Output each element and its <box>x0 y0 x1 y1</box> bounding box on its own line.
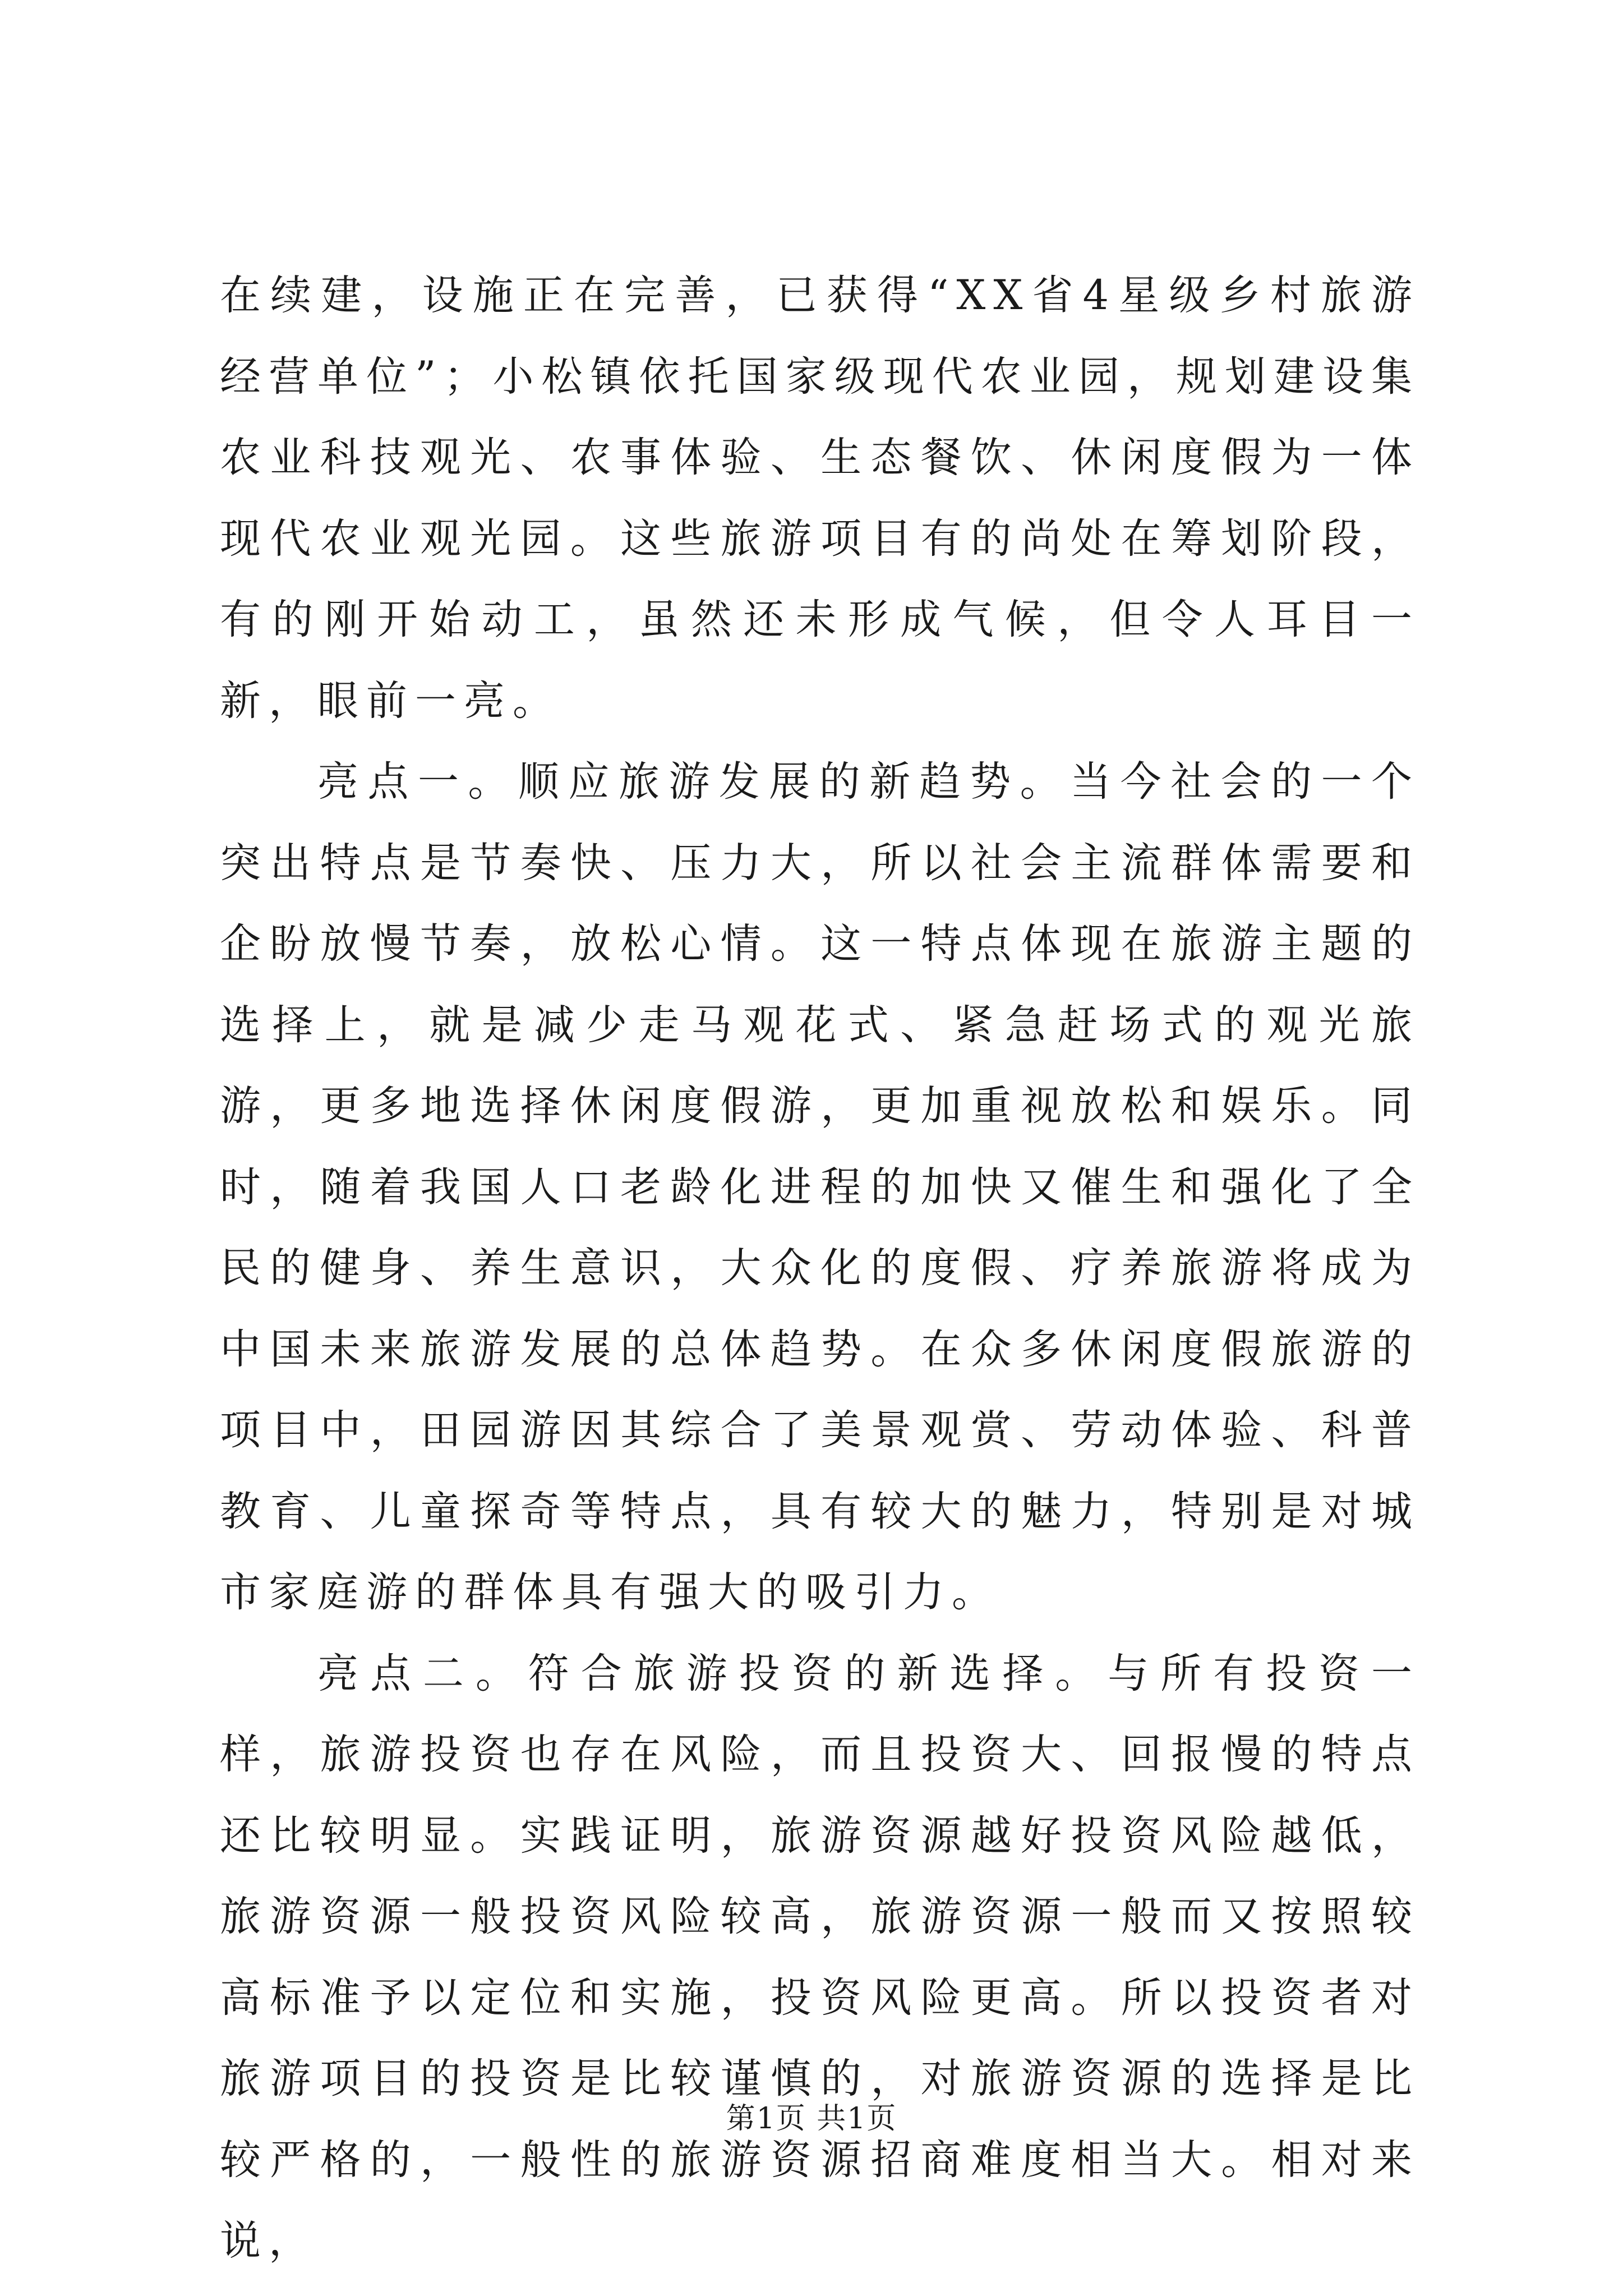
page-footer: 第1页 共1页 <box>726 2102 897 2136</box>
document-body <box>220 255 1420 2282</box>
paragraph-highlight-two: 亮点二。符合旅游投资的新选择。与所有投资一样，旅游投资也存在风险，而且投资大、回报慢的特点还比较明显。实践证明，旅游资源越好投资风险越低，旅游资源一般投资风险较高，旅游资源一般而又按照较高标准予以定位和实施，投资风险更高。所以投资者对旅游项目的投资是比较谨慎的，对旅游资源的选择是比较严格的，一般性的旅游资源招商难度相当大。相对来说， <box>220 1649 1420 2265</box>
paragraph-highlight-one: 亮点一。顺应旅游发展的新趋势。当今社会的一个突出特点是节奏快、压力大，所以社会主流群体需要和企盼放慢节奏，放松心情。这一特点体现在旅游主题的选择上，就是减少走马观花式、紧急赶场式的观光旅游，更多地选择休闲度假游，更加重视放松和娱乐。同时，随着我国人口老龄化进程的加快又催生和强化了全民的健身、养生意识，大众化的度假、疗养旅游将成为中国未来旅游发展的总体趋势。在众多休闲度假旅游的项目中，田园游因其综合了美景观赏、劳动体验、科普教育、儿童探奇等特点，具有较大的魅力，特别是对城市家庭游的群体具有强大的吸引力。 <box>220 758 1420 1616</box>
paragraph-continued: 在续建，设施正在完善，已获得“XX省4星级乡村旅游经营单位”；小松镇依托国家级现代农业园，规划建设集农业科技观光、农事体验、生态餐饮、休闲度假为一体现代农业观光园。这些旅游项目有的尚处在筹划阶段，有的刚开始动工，虽然还未形成气候，但令人耳目一新，眼前一亮。 <box>220 272 1420 725</box>
